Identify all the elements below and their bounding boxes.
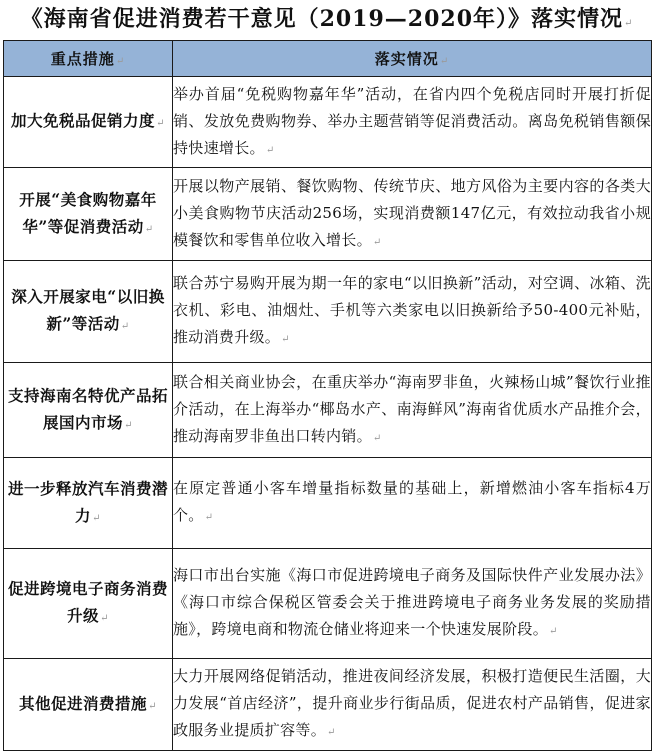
paragraph-mark-icon: ↵ (124, 419, 133, 431)
measure-cell: 支持海南名特优产品拓展国内市场↵ (4, 363, 173, 458)
document-title-text: 《海南省促进消费若干意见（2019—2020年）》落实情况 (20, 6, 624, 32)
detail-cell: 联合苏宁易购开展为期一年的家电“以旧换新”活动，对空调、冰箱、洗衣机、彩电、油烟灶、手机等六类家电以旧换新给予50-400元补贴，推动消费升级。↵ (173, 261, 652, 363)
paragraph-mark-icon: ↵ (92, 512, 101, 524)
measure-cell: 深入开展家电“以旧换新”等活动↵ (4, 261, 173, 363)
table-row (4, 363, 652, 458)
measure-cell: 开展“美食购物嘉年华”等促消费活动↵ (4, 168, 173, 261)
paragraph-mark-icon: ↵ (120, 321, 130, 332)
column-header-status: 落实情况↵ (173, 41, 652, 77)
detail-cell: 大力开展网络促销活动，推进夜间经济发展，积极打造便民生活圈，大力发展“首店经济”，提升商业步行街品质，促进农村产品销售，促进家政服务业提质扩容等。↵ (173, 659, 652, 751)
paragraph-mark-icon: ↵ (148, 700, 157, 712)
paragraph-mark-icon: ↵ (156, 118, 165, 129)
paragraph-mark-icon: ↵ (372, 432, 382, 444)
paragraph-mark-icon: ↵ (144, 223, 154, 235)
detail-cell: 海口市出台实施《海口市促进跨境电子商务及国际快件产业发展办法》《海口市综合保税区管委会关于推进跨境电子商务业务发展的奖励措施》，跨境电商和物流仓储业将迎来一个快速发展阶段。↵ (173, 549, 652, 659)
column-header-measures: 重点措施↵ (4, 41, 173, 77)
paragraph-mark-icon: ↵ (439, 56, 450, 67)
paragraph-mark-icon: ↵ (265, 144, 275, 156)
paragraph-mark-icon: ↵ (372, 236, 382, 248)
paragraph-mark-icon: ↵ (281, 334, 290, 345)
detail-cell: 举办首届“免税购物嘉年华”活动，在省内四个免税店同时开展打折促销、发放免费购物券、举办主题营销等促消费活动。离岛免税销售额保持快速增长。↵ (173, 77, 652, 168)
measure-cell: 进一步释放汽车消费潜力↵ (4, 458, 173, 549)
implementation-table (3, 40, 652, 751)
measure-cell: 加大免税品促销力度↵ (4, 77, 173, 168)
table-row (4, 549, 652, 659)
measure-cell: 其他促进消费措施↵ (4, 659, 173, 751)
paragraph-mark-icon: ↵ (624, 18, 634, 29)
table-row (4, 77, 652, 168)
measure-cell: 促进跨境电子商务消费升级↵ (4, 549, 173, 659)
table-row (4, 261, 652, 363)
table-row (4, 458, 652, 549)
table-row (4, 168, 652, 261)
document-title (0, 4, 654, 39)
detail-cell: 在原定普通小客车增量指标数量的基础上，新增燃油小客车指标4万个。↵ (173, 458, 652, 549)
paragraph-mark-icon: ↵ (115, 56, 126, 67)
paragraph-mark-icon: ↵ (204, 512, 214, 523)
paragraph-mark-icon: ↵ (100, 613, 109, 624)
table-row (4, 659, 652, 751)
detail-cell: 开展以物产展销、餐饮购物、传统节庆、地方风俗为主要内容的各类大小美食购物节庆活动256场，实现消费额147亿元，有效拉动我省小规模餐饮和零售单位收入增长。↵ (173, 168, 652, 261)
paragraph-mark-icon: ↵ (549, 626, 558, 637)
table-header-row (4, 41, 652, 77)
detail-cell: 联合相关商业协会，在重庆举办“海南罗非鱼，火辣杨山城”餐饮行业推介活动，在上海举办“椰岛水产、南海鲜风”海南省优质水产品推介会，推动海南罗非鱼出口转内销。↵ (173, 363, 652, 458)
paragraph-mark-icon: ↵ (327, 727, 336, 738)
